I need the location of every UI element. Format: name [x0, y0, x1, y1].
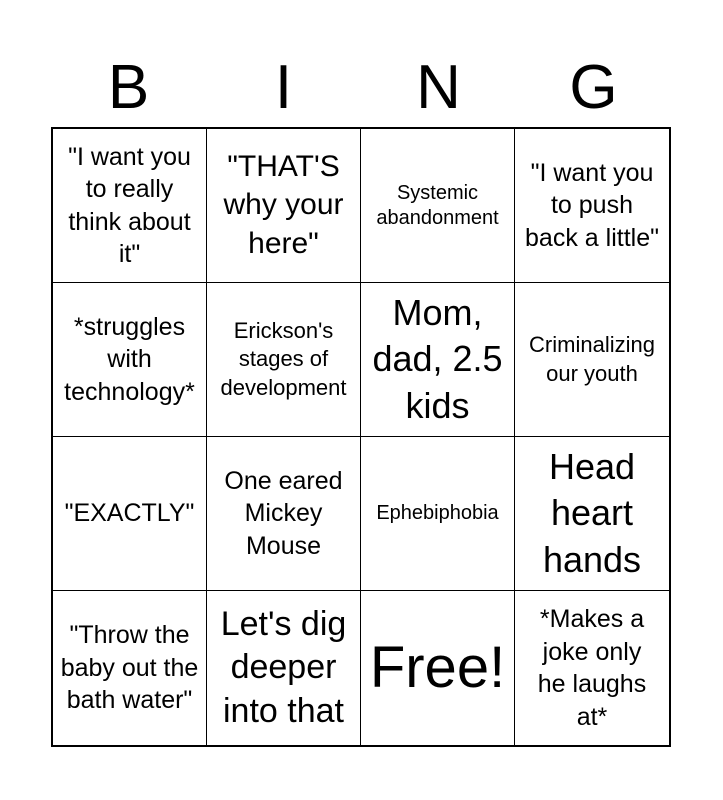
bingo-cell[interactable]: Systemic abandonment	[361, 129, 515, 283]
bingo-cell[interactable]: "I want you to push back a little"	[515, 129, 669, 283]
bingo-cell[interactable]: One eared Mickey Mouse	[207, 437, 361, 591]
header-letter-g: G	[569, 53, 618, 122]
bingo-cell[interactable]: Criminalizing our youth	[515, 283, 669, 437]
bingo-header	[51, 52, 671, 124]
free-space-cell[interactable]: Free!	[361, 591, 515, 745]
header-letter-n: N	[416, 53, 461, 122]
bingo-cell[interactable]: *struggles with technology*	[53, 283, 207, 437]
bingo-cell[interactable]: "THAT'S why your here"	[207, 129, 361, 283]
bingo-cell[interactable]: Head heart hands	[515, 437, 669, 591]
bingo-cell[interactable]: Ephebiphobia	[361, 437, 515, 591]
bingo-cell[interactable]: *Makes a joke only he laughs at*	[537, 605, 647, 731]
bingo-cell[interactable]: "Throw the baby out the bath water"	[53, 591, 207, 745]
bingo-cell[interactable]: "I want you to really think about it"	[53, 129, 207, 283]
header-letter-b: B	[107, 53, 150, 122]
header-letter-i: I	[274, 53, 293, 122]
bingo-cell[interactable]: Erickson's stages of development	[207, 283, 361, 437]
bingo-cell[interactable]: Mom, dad, 2.5 kids	[361, 283, 515, 437]
bingo-cell[interactable]: Let's dig deeper into that	[207, 591, 361, 745]
bingo-card-grid	[51, 127, 671, 747]
bingo-cell[interactable]: "EXACTLY"	[53, 437, 207, 591]
